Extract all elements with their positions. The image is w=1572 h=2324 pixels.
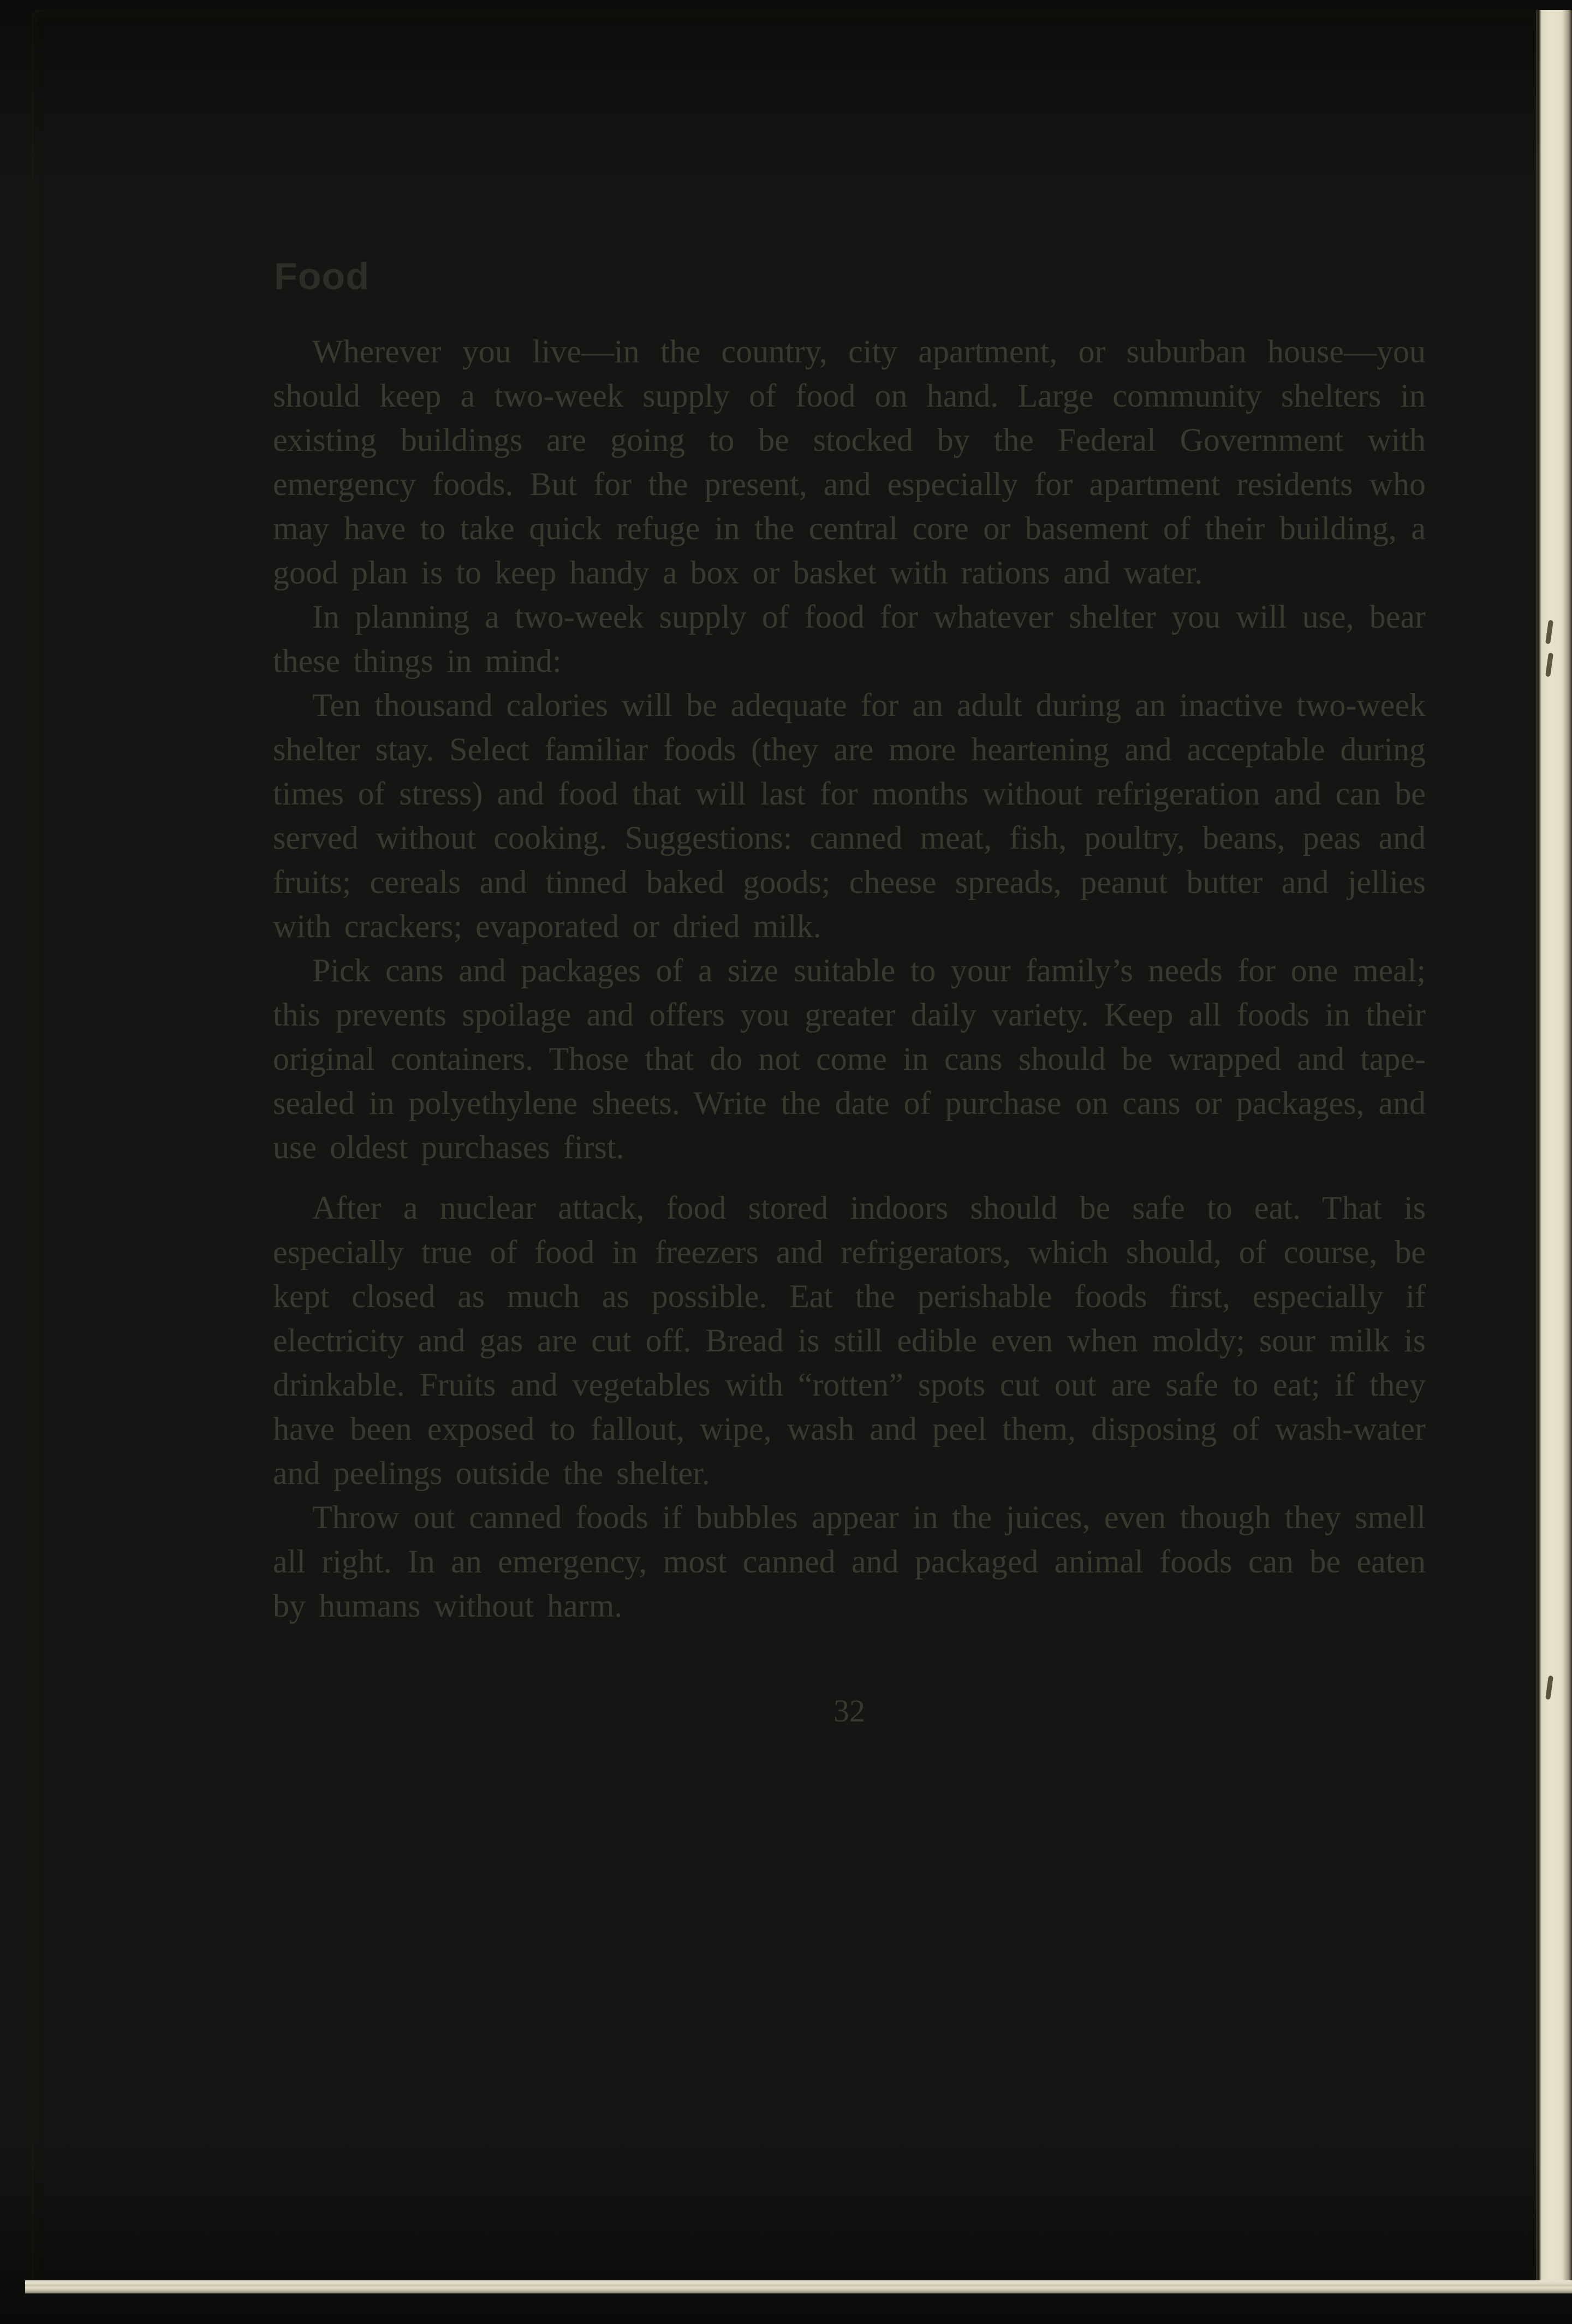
page-content bbox=[273, 254, 1426, 1729]
booklet-page bbox=[32, 10, 1572, 2280]
page-stack-bottom-edge bbox=[25, 2280, 1572, 2293]
binding-gutter bbox=[1536, 10, 1572, 2280]
paragraph: Pick cans and packages of a size suitable to your family’s needs for one meal; this prevents spoilage and offers you greater daily variety. Keep all foods in their original containers. Those that do not come in cans should be wrapped and tape-sealed in polyethylene sheets. Write the date of purchase on cans or packages, and use oldest purchases first. bbox=[273, 952, 1426, 1165]
page-number: 32 bbox=[833, 1693, 865, 1729]
paragraph: Throw out canned foods if bubbles appear in the juices, even though they smell all right. In an emergency, most canned and packaged animal foods can be eaten by humans without harm. bbox=[273, 1499, 1426, 1624]
binding-stitch bbox=[1545, 653, 1553, 677]
paragraph: In planning a two-week supply of food for whatever shelter you will use, bear these things in mind: bbox=[273, 599, 1426, 679]
paragraph: After a nuclear attack, food stored indoors should be safe to eat. That is especially true of food in freezers and refrigerators, which should, of course, be kept closed as much as possible. Eat the perishable foods first, especially if electricity and gas are cut off. Bread is still edible even when moldy; sour milk is drinkable. Fruits and vegetables with “rotten” spots cut out are safe to eat; if they have been exposed to fallout, wipe, wash and peel them, disposing of wash-water and peelings outside the shelter. bbox=[273, 1190, 1426, 1491]
paragraph: Wherever you live—in the country, city apartment, or suburban house—you should keep a two-week supply of food on hand. Large community shelters in existing buildings are going to be stocked by the Federal Government with emergency foods. But for the present, and especially for apartment residents who may have to take quick refuge in the central core or basement of their building, a good plan is to keep handy a box or basket with rations and water. bbox=[273, 333, 1426, 591]
binding-stitch bbox=[1545, 1676, 1553, 1700]
paragraph: Ten thousand calories will be adequate for an adult during an inactive two-week shelter stay. Select familiar foods (they are more heartening and acceptable during times of stress) and food that will last for months without refrigeration and can be served without cooking. Suggestions: canned meat, fish, poultry, beans, peas and fruits; cereals and tinned baked goods; cheese spreads, peanut butter and jellies with crackers; evaporated or dried milk. bbox=[273, 687, 1426, 944]
section-heading: Food bbox=[274, 255, 370, 297]
binding-stitch bbox=[1545, 620, 1553, 645]
